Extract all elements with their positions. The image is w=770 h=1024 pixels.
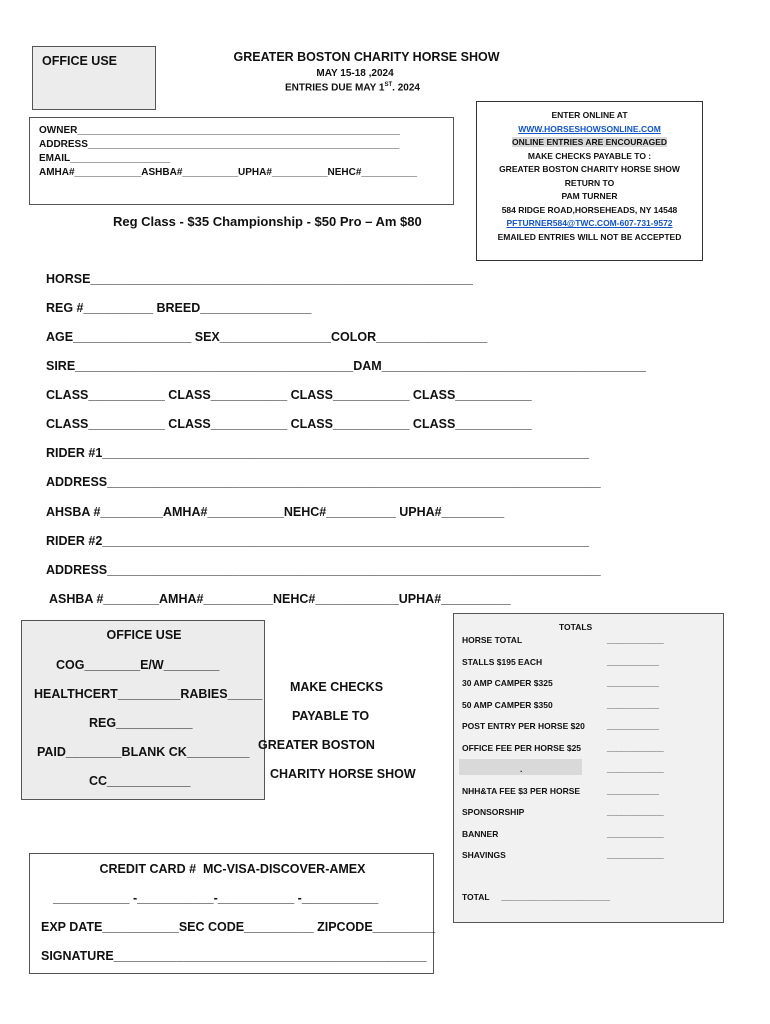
totals-row-blank[interactable]: ____________ — [607, 829, 664, 839]
credit-card-title: CREDIT CARD # MC-VISA-DISCOVER-AMEX — [99, 862, 366, 876]
totals-row-blank[interactable]: ____________ — [607, 635, 664, 645]
online-entries-box — [476, 101, 703, 261]
totals-row-blank[interactable]: ___________ — [607, 657, 660, 667]
rider1-address-line[interactable]: ADDRESS_______________________________________________________________________ — [46, 475, 601, 489]
totals-row-label: 50 AMP CAMPER $350 — [462, 700, 553, 710]
totals-row[interactable] — [462, 807, 692, 817]
office-use-box-top — [32, 46, 156, 110]
make-checks-line-2: PAYABLE TO — [291, 709, 370, 723]
totals-row-blank[interactable]: ____________ — [607, 764, 664, 774]
class-line-1[interactable]: CLASS___________ CLASS___________ CLASS___________ CLASS___________ — [46, 388, 532, 402]
show-dates: MAY 15-18 ,2024 — [316, 68, 394, 79]
online-encouraged: ONLINE ENTRIES ARE ENCOURAGED — [511, 137, 668, 147]
website-link[interactable]: WWW.HORSESHOWSONLINE.COM — [518, 123, 661, 134]
totals-row[interactable] — [462, 786, 692, 796]
totals-row-blank[interactable]: ___________ — [607, 700, 660, 710]
totals-row[interactable] — [462, 829, 692, 839]
totals-row-blank[interactable]: ___________ — [607, 678, 660, 688]
totals-row-label: OFFICE FEE PER HORSE $25 — [462, 743, 582, 753]
class-fees: Reg Class - $35 Championship - $50 Pro – Am $80 — [113, 214, 422, 229]
show-title: GREATER BOSTON CHARITY HORSE SHOW — [233, 50, 500, 64]
enter-online: ENTER ONLINE AT — [551, 110, 628, 120]
return-to: RETURN TO — [564, 177, 615, 188]
owner-address-line[interactable]: ADDRESS________________________________________________________ — [39, 139, 400, 150]
office-reg-field[interactable]: REG___________ — [89, 716, 193, 730]
rider1-memberships-line[interactable]: AHSBA #_________AMHA#___________NEHC#__________ UPHA#_________ — [46, 505, 505, 519]
sire-dam-line[interactable]: SIRE________________________________________DAM______________________________________ — [46, 359, 646, 373]
totals-row-label: 30 AMP CAMPER $325 — [462, 678, 553, 688]
totals-row[interactable] — [462, 700, 692, 710]
rider2-line[interactable]: RIDER #2______________________________________________________________________ — [46, 534, 589, 548]
totals-row-label: HORSE TOTAL — [462, 635, 523, 645]
totals-row[interactable] — [462, 743, 692, 753]
signature-field[interactable]: SIGNATURE_____________________________________________ — [41, 949, 427, 963]
totals-row-blank[interactable]: ___________ — [607, 721, 660, 731]
payee-name: GREATER BOSTON CHARITY HORSE SHOW — [499, 164, 680, 174]
cog-ew-field[interactable]: COG________E/W________ — [56, 658, 220, 672]
rider2-address-line[interactable]: ADDRESS_______________________________________________________________________ — [46, 563, 601, 577]
entries-due-text: ENTRIES DUE MAY 1 — [285, 82, 385, 94]
contact-address: 584 RIDGE ROAD,HORSEHEADS, NY 14548 — [501, 204, 678, 215]
totals-row-label: BANNER — [462, 829, 499, 839]
owner-line[interactable]: OWNER__________________________________________________________ — [39, 125, 400, 136]
totals-row-blank[interactable]: ___________ — [607, 786, 660, 796]
totals-title: TOTALS — [559, 622, 593, 632]
totals-row-label: POST ENTRY PER HORSE $20 — [462, 721, 585, 731]
office-use-title: OFFICE USE — [106, 628, 182, 642]
paid-blankck-field[interactable]: PAID________BLANK CK_________ — [37, 745, 250, 759]
rider1-line[interactable]: RIDER #1______________________________________________________________________ — [46, 446, 589, 460]
make-checks-line-4: CHARITY HORSE SHOW — [270, 767, 416, 781]
totals-row[interactable] — [462, 657, 692, 667]
horse-line[interactable]: HORSE_______________________________________________________ — [46, 272, 473, 286]
age-sex-color-line[interactable]: AGE_________________ SEX________________COLOR________________ — [46, 330, 488, 344]
entries-due-year: . 2024 — [392, 82, 420, 94]
reg-breed-line[interactable]: REG #__________ BREED________________ — [46, 301, 312, 315]
make-checks-line-1: MAKE CHECKS — [289, 680, 384, 694]
totals-row-label: . — [520, 764, 523, 774]
card-number-field[interactable]: ___________ -___________-___________ -___________ — [53, 891, 379, 905]
totals-row-label: NHH&TA FEE $3 PER HORSE — [462, 786, 581, 796]
totals-row-label: STALLS $195 EACH — [462, 657, 543, 667]
office-use-box — [21, 620, 265, 800]
cc-field[interactable]: CC____________ — [89, 774, 191, 788]
totals-row-blank[interactable]: ____________ — [607, 807, 664, 817]
totals-row[interactable] — [462, 850, 692, 860]
totals-row-label: SHAVINGS — [462, 850, 506, 860]
office-use-label: OFFICE USE — [42, 54, 118, 68]
totals-row-label: SPONSORSHIP — [462, 807, 525, 817]
owner-amha-line[interactable]: AMHA#____________ASHBA#__________UPHA#__________NEHC#__________ — [39, 167, 418, 178]
owner-email-line[interactable]: EMAIL__________________ — [39, 153, 171, 164]
healthcert-rabies-field[interactable]: HEALTHCERT_________RABIES_____ — [34, 687, 263, 701]
make-checks-line-3: GREATER BOSTON — [258, 738, 375, 752]
make-checks-payable: MAKE CHECKS PAYABLE TO : — [527, 150, 652, 161]
totals-row[interactable] — [462, 721, 692, 731]
rider2-memberships-line[interactable]: ASHBA #________AMHA#__________NEHC#____________UPHA#__________ — [49, 592, 511, 606]
contact-name: PAM TURNER — [561, 191, 618, 201]
grand-total-row[interactable]: TOTAL _______________________ — [462, 892, 610, 902]
totals-row-blank[interactable]: ____________ — [607, 743, 664, 753]
totals-row-blank[interactable]: ____________ — [607, 850, 664, 860]
totals-row[interactable] — [462, 678, 692, 688]
exp-sec-zip-field[interactable]: EXP DATE___________SEC CODE__________ ZIPCODE_________ — [41, 920, 436, 934]
owner-box — [29, 117, 454, 205]
totals-row[interactable] — [462, 635, 692, 645]
emailed-warning: EMAILED ENTRIES WILL NOT BE ACCEPTED — [497, 231, 682, 242]
contact-email-link[interactable]: PFTURNER584@TWC.COM-607-731-9572 — [506, 218, 673, 228]
entries-due — [200, 82, 505, 93]
credit-card-box — [29, 853, 434, 974]
class-line-2[interactable]: CLASS___________ CLASS___________ CLASS___________ CLASS___________ — [46, 417, 532, 431]
entries-due-sup: ST — [384, 82, 393, 88]
